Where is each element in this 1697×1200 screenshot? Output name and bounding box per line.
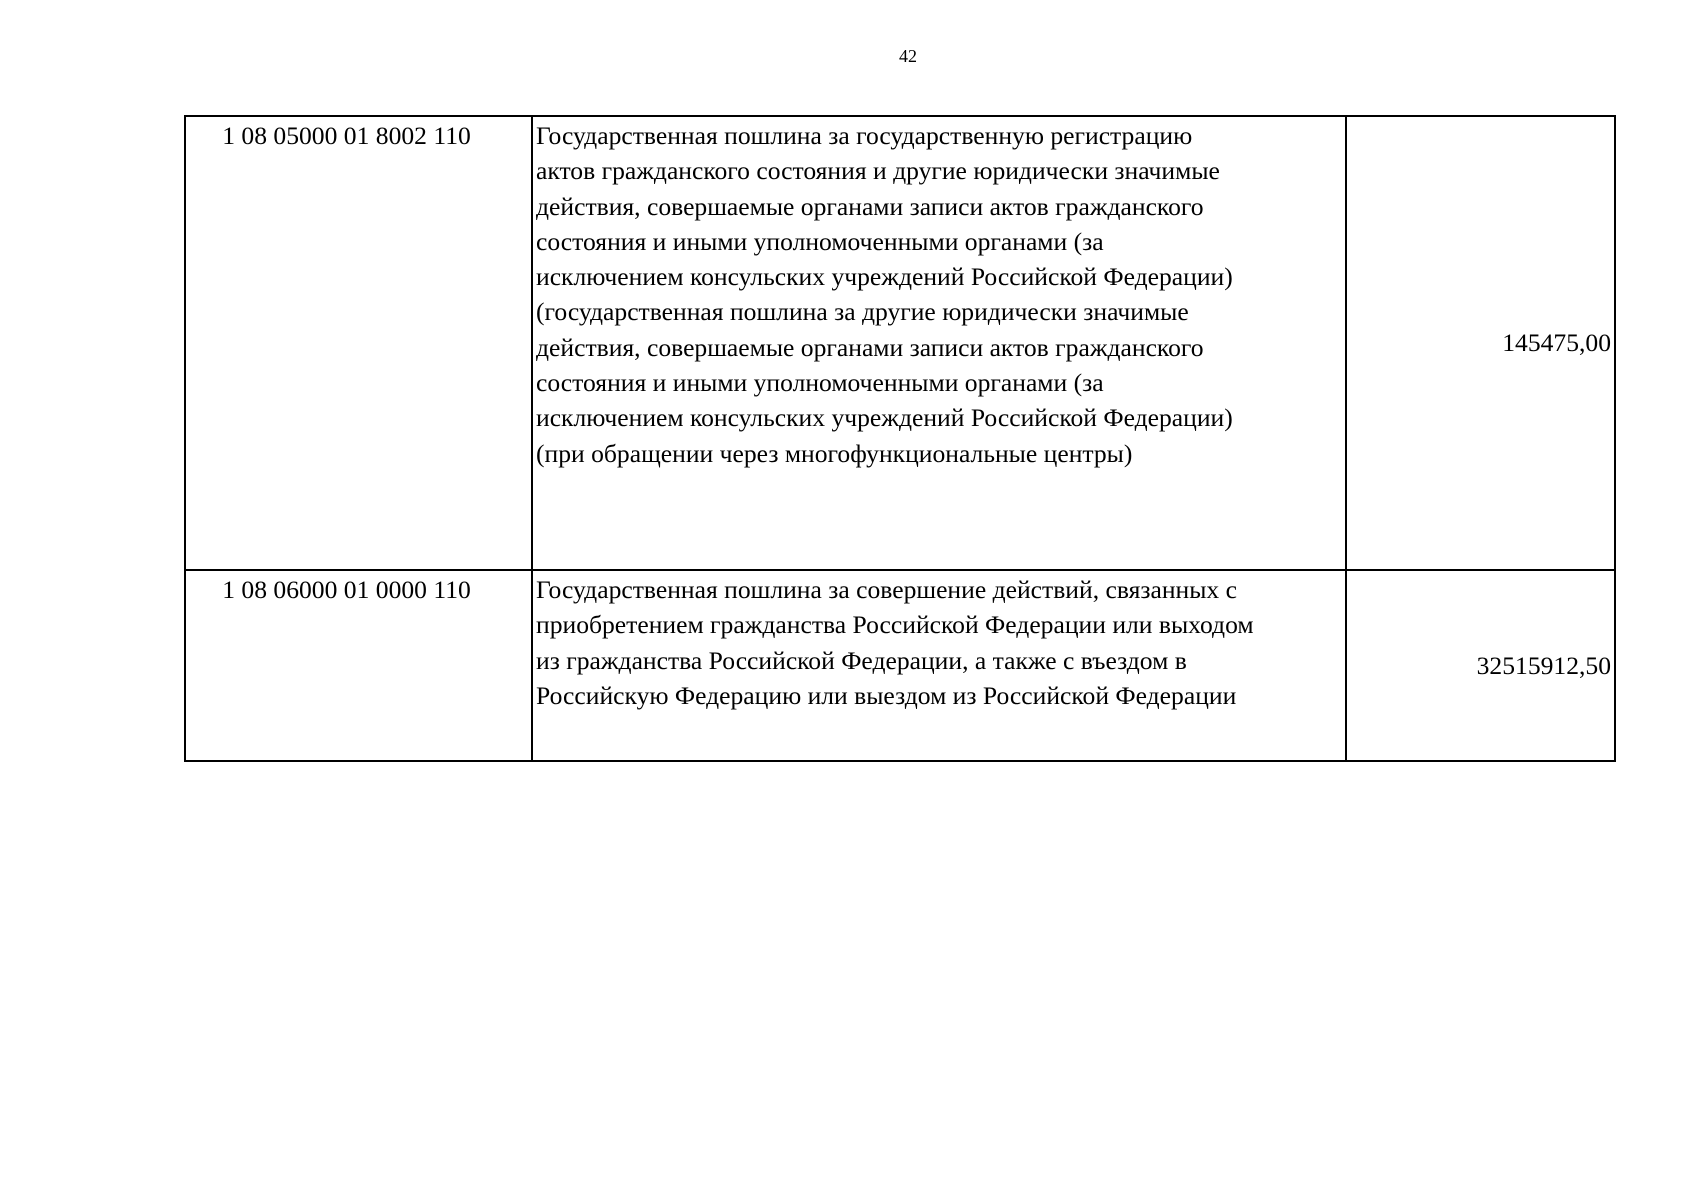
budget-code-cell: 1 08 06000 01 0000 110 — [185, 570, 532, 761]
table-row — [185, 570, 1615, 761]
page-number: 42 — [899, 46, 917, 66]
revenue-name-cell — [532, 570, 1346, 761]
table-row — [185, 116, 1615, 570]
budget-code-cell: 1 08 05000 01 8002 110 — [185, 116, 532, 570]
revenue-name-text: Государственная пошлина за совершение действий, связанных с приобретением гражданства Российской Федерации или выходом из гражданства Российской Федерации, а также с въездом в Российскую Федерацию или выездом из Российской Федерации — [536, 575, 1254, 710]
amount-cell: 145475,00 — [1346, 116, 1615, 570]
revenue-name-text: Государственная пошлина за государственную регистрацию актов гражданского состояния и другие юридически значимые действия, совершаемые органами записи актов гражданского состояния и иными уполномоченными органами (за исключением консульских учреждений Российской Федерации) (государственная пошлина за другие юридически значимые действия, совершаемые органами записи актов гражданского состояния и иными уполномоченными органами (за исключением консульских учреждений Российской Федерации) (при обращении через многофункциональные центры) — [536, 121, 1233, 468]
revenue-name-cell — [532, 116, 1346, 570]
amount-cell: 32515912,50 — [1346, 570, 1615, 761]
budget-revenue-table — [184, 115, 1616, 762]
